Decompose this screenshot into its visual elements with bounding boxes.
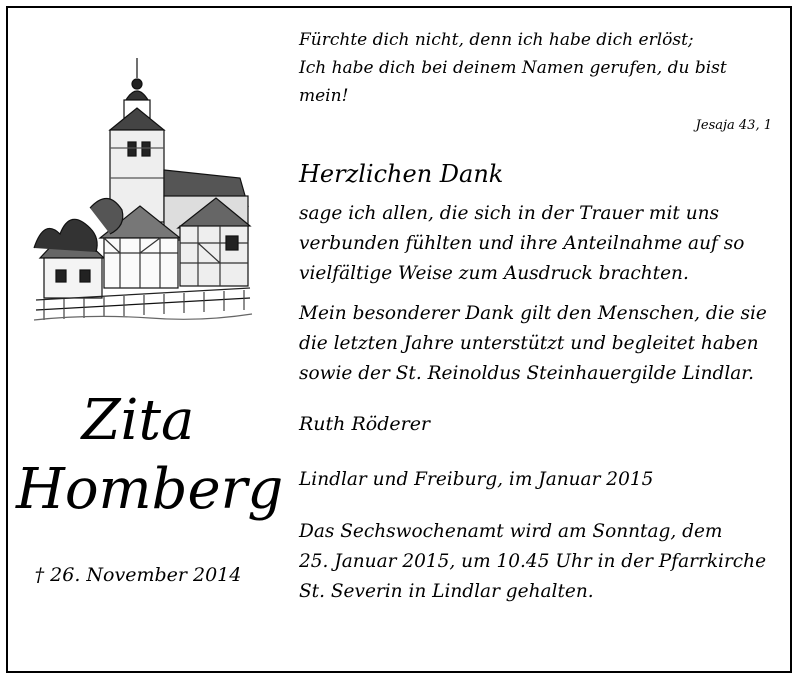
text-line: sowie der St. Reinoldus Steinhauergilde Lindlar. bbox=[299, 363, 754, 384]
text-line: sage ich allen, die sich in der Trauer mit uns bbox=[299, 203, 720, 224]
special-thanks-paragraph bbox=[299, 299, 774, 389]
text-line: vielfältige Weise zum Ausdruck brachten. bbox=[299, 263, 689, 284]
verse-reference: Jesaja 43, 1 bbox=[695, 118, 772, 133]
place-date: Lindlar und Freiburg, im Januar 2015 bbox=[299, 469, 654, 490]
text-line: verbunden fühlten und ihre Anteilnahme auf so bbox=[299, 233, 745, 254]
text-line: die letzten Jahre unterstützt und begleitet haben bbox=[299, 333, 759, 354]
last-name: Homberg bbox=[16, 457, 284, 522]
text-line: Das Sechswochenamt wird am Sonntag, dem bbox=[299, 521, 723, 542]
church-sketch-icon bbox=[30, 38, 256, 324]
bible-verse bbox=[299, 26, 774, 110]
text-line: St. Severin in Lindlar gehalten. bbox=[299, 581, 594, 602]
verse-line: Fürchte dich nicht, denn ich habe dich erlöst; bbox=[299, 30, 694, 50]
first-name: Zita bbox=[81, 388, 195, 453]
mass-notice bbox=[299, 517, 774, 607]
verse-line: Ich habe dich bei deinem Namen gerufen, du bist mein! bbox=[299, 58, 727, 106]
notice-text bbox=[299, 26, 774, 607]
text-line: Mein besonderer Dank gilt den Menschen, die sie bbox=[299, 303, 767, 324]
heading: Herzlichen Dank bbox=[299, 160, 504, 188]
death-date: † 26. November 2014 bbox=[34, 564, 242, 586]
signature: Ruth Röderer bbox=[299, 413, 431, 435]
text-line: 25. Januar 2015, um 10.45 Uhr in der Pfarrkirche bbox=[299, 551, 767, 572]
thanks-paragraph bbox=[299, 199, 774, 289]
deceased-name bbox=[16, 388, 284, 526]
